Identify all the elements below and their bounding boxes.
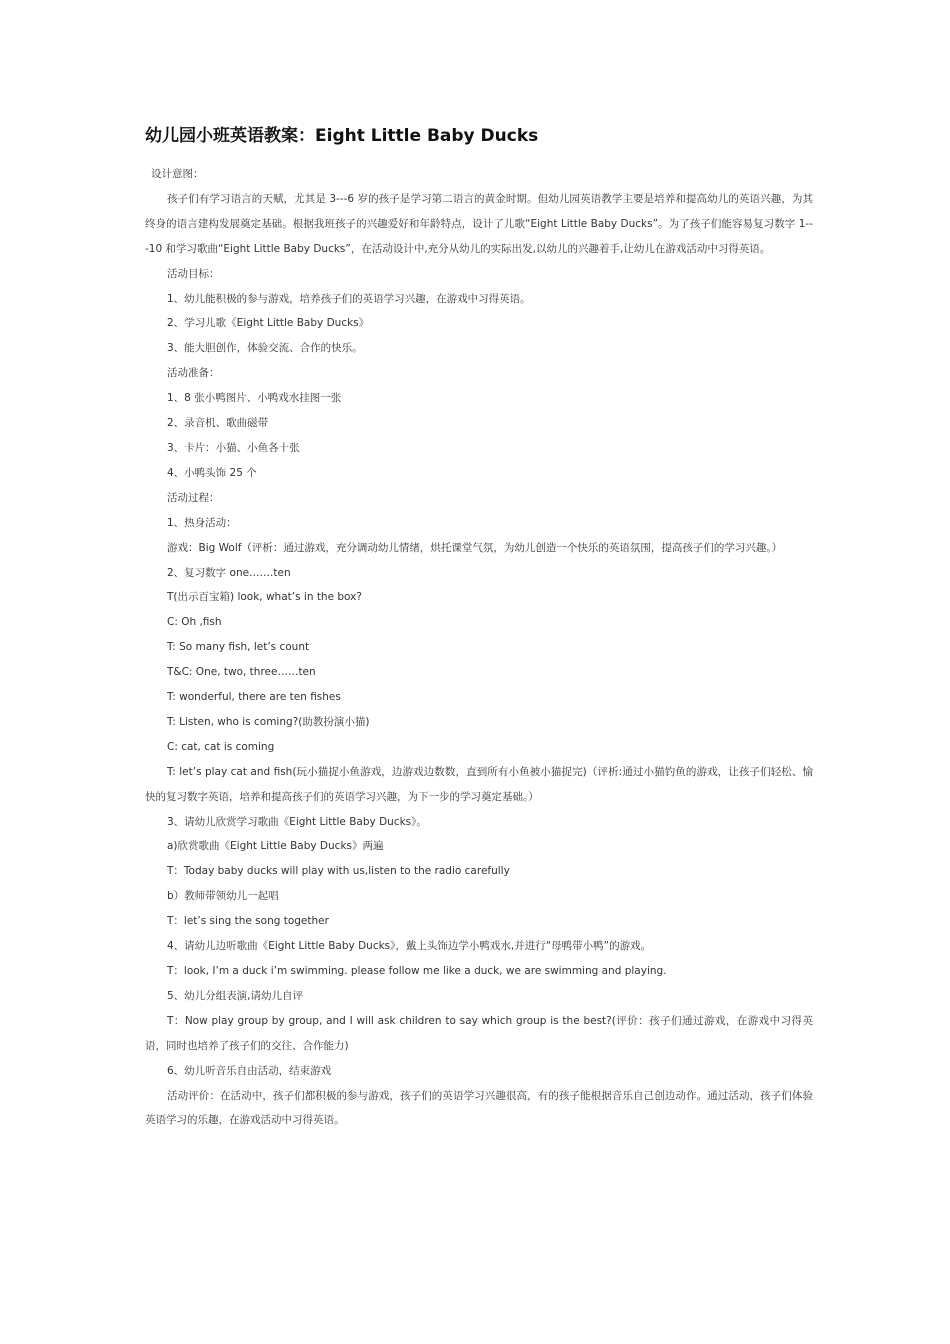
paragraph: 活动过程：	[167, 491, 220, 504]
paragraph: 2、复习数字 one…….ten	[167, 566, 291, 579]
paragraph: T: let’s play cat and fish(玩小猫捉小鱼游戏，边游戏边数数，直到所有小鱼被小猫捉完)（评析:通过小猫钓鱼的游戏，让孩子们轻松、愉快的复习数字英语，培养和提高孩子们的英语学习兴趣，为下一步的学习奠定基础。）	[145, 765, 813, 803]
paragraph: 孩子们有学习语言的天赋，尤其是 3---6 岁的孩子是学习第二语言的黄金时期。但幼儿园英语教学主要是培养和提高幼儿的英语兴趣，为其终身的语言建构发展奠定基础。根据我班孩子的兴趣爱好和年龄特点，设计了儿歌“Eight Little Baby Ducks”。为了孩子们能容易复习数字 1---10 和学习歌曲“Eight Little Baby Ducks”，在活动设计中,充分从幼儿的实际出发,以幼儿的兴趣着手,让幼儿在游戏活动中习得英语。	[145, 192, 813, 255]
paragraph: 4、请幼儿边听歌曲《Eight Little Baby Ducks》，戴上头饰边学小鸭戏水,并进行“母鸭带小鸭”的游戏。	[167, 940, 652, 953]
paragraph: T: Listen, who is coming?(助教扮演小猫)	[167, 715, 370, 728]
paragraph: 4、小鸭头饰 25 个	[167, 466, 257, 479]
paragraph: 5、幼儿分组表演,请幼儿自评	[167, 989, 304, 1002]
paragraph: 1、幼儿能积极的参与游戏，培养孩子们的英语学习兴趣，在游戏中习得英语。	[167, 292, 531, 305]
paragraph: C: Oh ,fish	[167, 616, 222, 629]
paragraph: 活动评价：在活动中，孩子们都积极的参与游戏，孩子们的英语学习兴趣很高，有的孩子能根据音乐自己创边动作。通过活动，孩子们体验英语学习的乐趣，在游戏活动中习得英语。	[145, 1089, 813, 1127]
paragraph: 3、能大胆创作，体验交流、合作的快乐。	[167, 342, 363, 355]
paragraph: b）教师带领幼儿一起唱	[167, 890, 279, 903]
paragraph: 1、热身活动：	[167, 516, 237, 529]
paragraph: 活动目标：	[167, 267, 220, 280]
paragraph: 游戏：Big Wolf（评析：通过游戏，充分调动幼儿情绪，烘托课堂气氛，为幼儿创造一个快乐的英语氛围，提高孩子们的学习兴趣。）	[167, 541, 783, 554]
paragraph: 3、请幼儿欣赏学习歌曲《Eight Little Baby Ducks》。	[167, 815, 427, 828]
paragraph: T&C: One, two, three……ten	[167, 666, 316, 679]
paragraph: T：look, I’m a duck i’m swimming. please follow me like a duck, we are swimming and playing.	[167, 965, 667, 977]
paragraph: T：let’s sing the song together	[167, 915, 329, 928]
document-body	[145, 162, 813, 1133]
paragraph: T: So many fish, let’s count	[167, 641, 310, 654]
paragraph: T：Today baby ducks will play with us,listen to the radio carefully	[167, 865, 510, 878]
paragraph: 6、幼儿听音乐自由活动，结束游戏	[167, 1064, 332, 1077]
paragraph: 2、录音机、歌曲磁带	[167, 417, 269, 430]
paragraph: 1、8 张小鸭图片、小鸭戏水挂图一张	[167, 392, 342, 405]
paragraph: T: wonderful, there are ten fishes	[167, 691, 341, 704]
paragraph: 2、学习儿歌《Eight Little Baby Ducks》	[167, 317, 370, 330]
paragraph: 设计意图：	[151, 168, 204, 180]
paragraph: 活动准备：	[167, 367, 220, 380]
paragraph: T：Now play group by group, and I will ask children to say which group is the best?(评价：孩子们通过游戏，在游戏中习得英语，同时也培养了孩子们的交往、合作能力)	[145, 1014, 813, 1052]
paragraph: a)欣赏歌曲《Eight Little Baby Ducks》两遍	[167, 840, 384, 853]
page-title: 幼儿园小班英语教案：Eight Little Baby Ducks	[145, 126, 539, 146]
paragraph: C: cat, cat is coming	[167, 740, 275, 753]
paragraph: 3、卡片：小猫、小鱼各十张	[167, 441, 300, 454]
paragraph: T(出示百宝箱) look, what’s in the box?	[167, 591, 362, 604]
